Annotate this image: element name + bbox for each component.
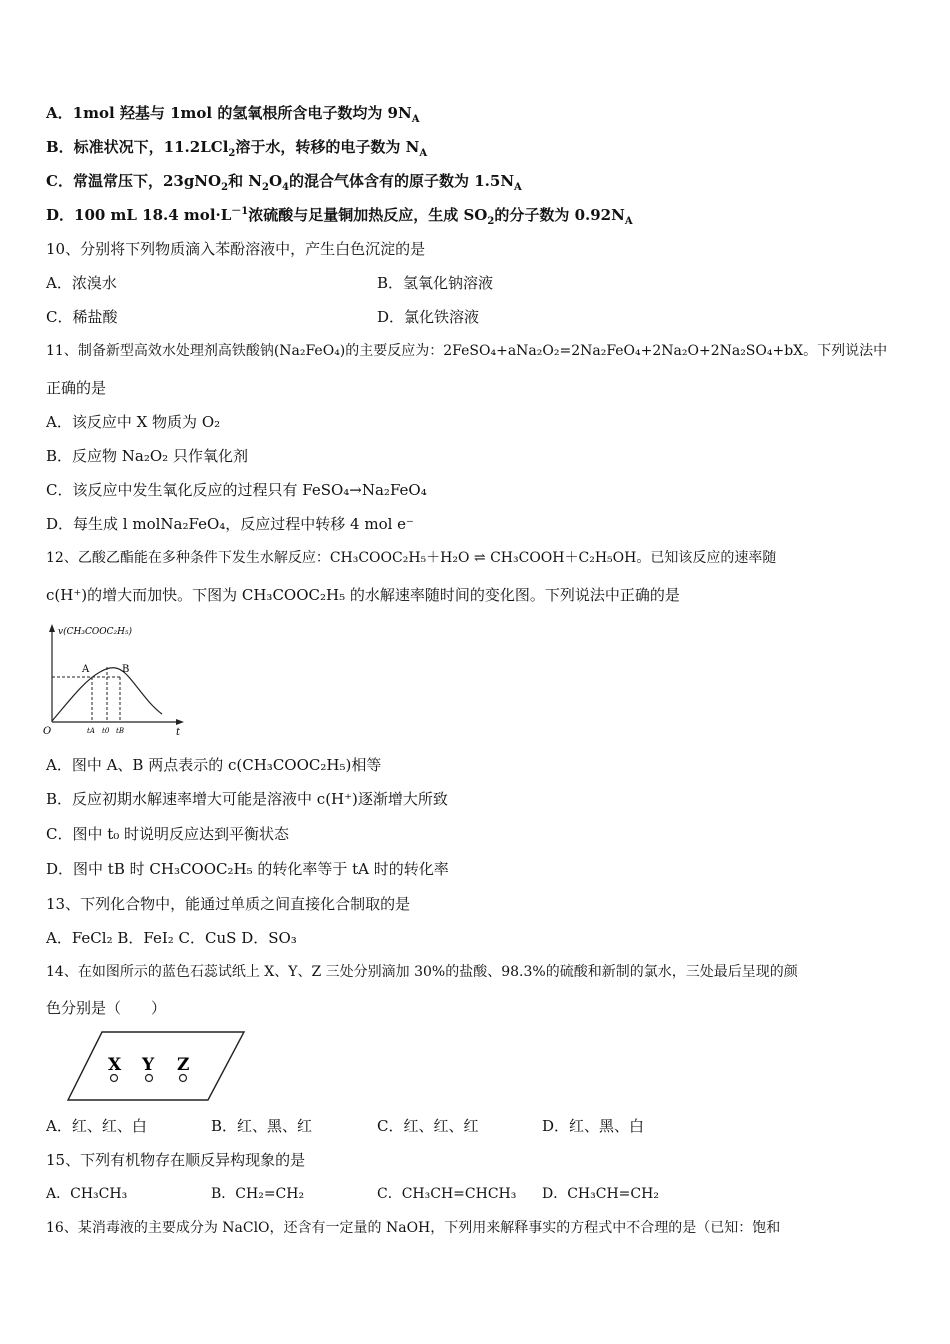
q9-option-c: C．常温常压下，23gNO$_2$和 $N_2O_4$的混合气体含有的原子数为 $1.5N_A$ bbox=[46, 172, 522, 193]
spot-x bbox=[111, 1075, 118, 1082]
q16-stem: 16、某消毒液的主要成分为 NaClO，还含有一定量的 NaOH，下列用来解释事实的方程式中不合理的是（已知：饱和 bbox=[46, 1220, 781, 1236]
q10-option-c: C．稀盐酸 bbox=[46, 308, 118, 326]
q14-option-d: D．红、黑、白 bbox=[542, 1117, 645, 1135]
q9-option-a: A．1mol 羟基与 1mol 的氢氧根所含电子数均为 $9N_A$ bbox=[46, 104, 420, 125]
x-axis-arrow bbox=[176, 719, 184, 725]
q11-option-b: B．反应物 Na₂O₂ 只作氧化剂 bbox=[46, 447, 248, 465]
point-a-label: A bbox=[82, 664, 90, 675]
q10-option-a: A．浓溴水 bbox=[46, 274, 117, 292]
tick-ta: tA bbox=[87, 727, 95, 735]
q15-option-c: C．CH₃CH=CHCH₃ bbox=[377, 1186, 517, 1202]
q12-stem-line2: c(H⁺)的增大而加快。下图为 CH₃COOC₂H₅ 的水解速率随时间的变化图。下列说法中正确的是 bbox=[46, 586, 680, 604]
rate-time-graph bbox=[40, 620, 190, 740]
q11-option-d: D．每生成 l molNa₂FeO₄，反应过程中转移 4 mol e⁻ bbox=[46, 515, 414, 533]
x-axis-label: t bbox=[176, 727, 181, 738]
q13-options: A．FeCl₂ B．FeI₂ C．CuS D．SO₃ bbox=[46, 929, 297, 947]
q14-stem-line2: 色分别是（ ） bbox=[46, 999, 167, 1017]
spot-y bbox=[146, 1075, 153, 1082]
q11-option-c: C．该反应中发生氧化反应的过程只有 FeSO₄→Na₂FeO₄ bbox=[46, 481, 427, 499]
q14-option-a: A．红、红、白 bbox=[46, 1117, 147, 1135]
y-axis-arrow bbox=[49, 624, 55, 632]
label-x: X bbox=[108, 1055, 122, 1075]
q10-option-b: B．氢氧化钠溶液 bbox=[377, 274, 494, 292]
q9-option-d: D．100 mL 18.4 $mol\cdot L^{-1}$浓硫酸与足量铜加热反应，生成 $SO_2$的分子数为 $0.92N_A$ bbox=[46, 206, 633, 227]
q15-option-d: D．CH₃CH=CH₂ bbox=[542, 1186, 659, 1202]
q9-option-b: B．标准状况下，11.2LCl$_2$溶于水，转移的电子数为 $N_A$ bbox=[46, 138, 428, 159]
q14-stem-line1: 14、在如图所示的蓝色石蕊试纸上 X、Y、Z 三处分别滴加 30%的盐酸、98.3%的硫酸和新制的氯水，三处最后呈现的颜 bbox=[46, 964, 798, 980]
label-y: Y bbox=[142, 1055, 155, 1075]
q11-stem-line1: 11、制备新型高效水处理剂高铁酸钠(Na₂FeO₄)的主要反应为：2FeSO₄+aNa₂O₂=2Na₂FeO₄+2Na₂O+2Na₂SO₄+bX。下列说法中 bbox=[46, 343, 888, 359]
q12-option-b: B．反应初期水解速率增大可能是溶液中 c(H⁺)逐渐增大所致 bbox=[46, 790, 448, 808]
litmus-paper-figure bbox=[66, 1028, 248, 1104]
q12-option-c: C．图中 t₀ 时说明反应达到平衡状态 bbox=[46, 825, 290, 843]
q15-option-b: B．CH₂=CH₂ bbox=[211, 1186, 305, 1202]
q11-option-a: A．该反应中 X 物质为 O₂ bbox=[46, 413, 221, 431]
y-axis-label: v(CH₃COOC₂H₅) bbox=[58, 627, 133, 637]
q14-option-b: B．红、黑、红 bbox=[211, 1117, 313, 1135]
label-z: Z bbox=[177, 1055, 190, 1075]
origin-label: O bbox=[43, 726, 52, 737]
q12-stem-line1: 12、乙酸乙酯能在多种条件下发生水解反应：CH₃COOC₂H₅＋H₂O ⇌ CH₃COOH＋C₂H₅OH。已知该反应的速率随 bbox=[46, 550, 777, 566]
q15-option-a: A．CH₃CH₃ bbox=[46, 1186, 128, 1202]
tick-t0: t0 bbox=[102, 727, 110, 735]
q10-stem: 10、分别将下列物质滴入苯酚溶液中，产生白色沉淀的是 bbox=[46, 240, 426, 258]
q14-option-c: C．红、红、红 bbox=[377, 1117, 479, 1135]
q15-stem: 15、下列有机物存在顺反异构现象的是 bbox=[46, 1151, 306, 1169]
litmus-paper bbox=[68, 1032, 244, 1100]
q12-option-a: A．图中 A、B 两点表示的 c(CH₃COOC₂H₅)相等 bbox=[46, 756, 382, 774]
q10-option-d: D．氯化铁溶液 bbox=[377, 308, 480, 326]
point-b-label: B bbox=[122, 664, 130, 675]
spot-z bbox=[180, 1075, 187, 1082]
tick-tb: tB bbox=[116, 727, 124, 735]
q12-option-d: D．图中 tB 时 CH₃COOC₂H₅ 的转化率等于 tA 时的转化率 bbox=[46, 860, 449, 878]
q11-stem-line2: 正确的是 bbox=[46, 379, 107, 397]
q13-stem: 13、下列化合物中，能通过单质之间直接化合制取的是 bbox=[46, 895, 411, 913]
